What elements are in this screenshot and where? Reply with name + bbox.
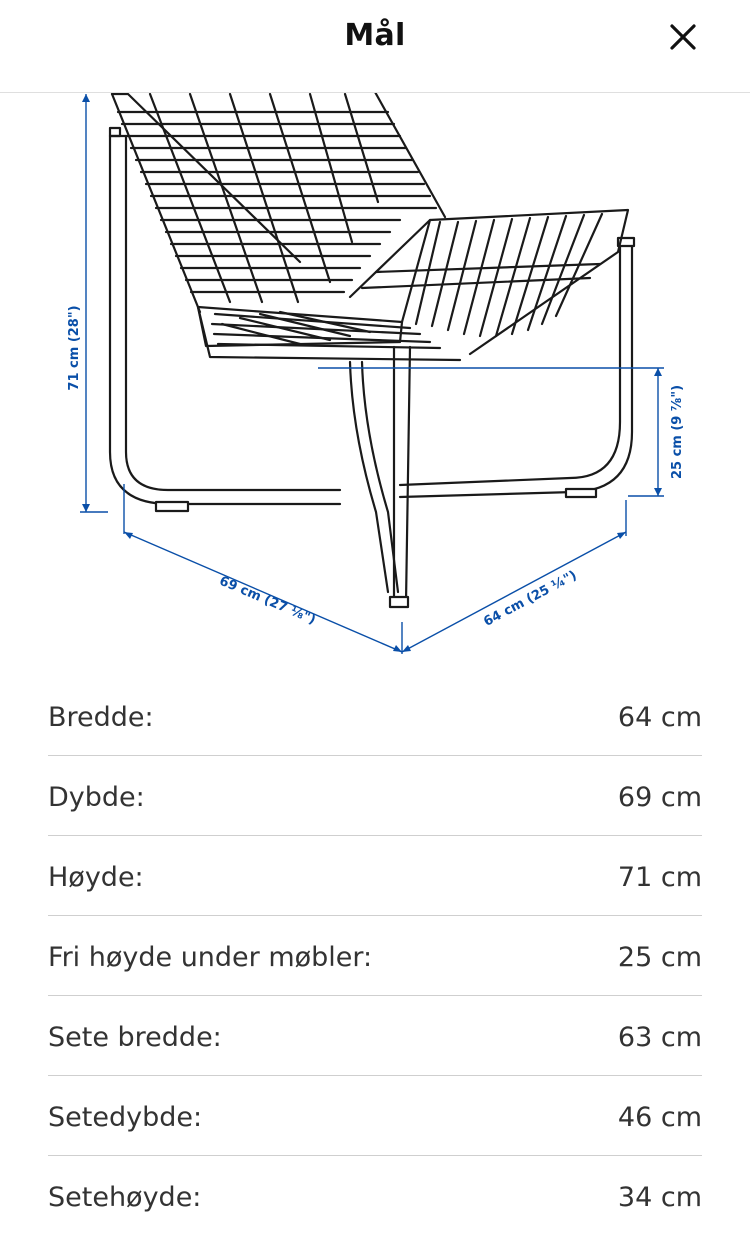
close-icon bbox=[668, 22, 698, 52]
spec-row-seat-height bbox=[48, 1156, 702, 1236]
spec-label: Bredde: bbox=[48, 702, 154, 733]
spec-row-width bbox=[48, 676, 702, 756]
spec-row-seat-depth bbox=[48, 1076, 702, 1156]
chair-drawing bbox=[110, 92, 634, 607]
spec-row-height bbox=[48, 836, 702, 916]
spec-row-depth bbox=[48, 756, 702, 836]
height-dimension-label: 71 cm (28") bbox=[67, 305, 82, 391]
spec-label: Setehøyde: bbox=[48, 1182, 202, 1213]
spec-label: Høyde: bbox=[48, 862, 144, 893]
spec-label: Fri høyde under møbler: bbox=[48, 942, 373, 973]
spec-row-seat-width bbox=[48, 996, 702, 1076]
clearance-dimension-label: 25 cm (9 ⅞") bbox=[670, 384, 685, 480]
spec-label: Sete bredde: bbox=[48, 1022, 222, 1053]
spec-label: Setedybde: bbox=[48, 1102, 203, 1133]
spec-value: 63 cm bbox=[617, 1022, 702, 1053]
spec-value: 25 cm bbox=[617, 942, 702, 973]
chair-dimension-diagram bbox=[0, 92, 750, 662]
spec-value: 69 cm bbox=[617, 782, 702, 813]
close-button[interactable] bbox=[668, 22, 698, 52]
depth-dimension-label: 69 cm (27 ⅛") bbox=[216, 573, 318, 628]
page-title: Mål bbox=[344, 18, 406, 53]
modal-header bbox=[0, 0, 750, 93]
spec-value: 34 cm bbox=[617, 1182, 702, 1213]
spec-value: 71 cm bbox=[617, 862, 702, 893]
spec-value: 64 cm bbox=[617, 702, 702, 733]
dimension-spec-list bbox=[48, 676, 702, 1236]
spec-value: 46 cm bbox=[617, 1102, 702, 1133]
spec-label: Dybde: bbox=[48, 782, 145, 813]
dimension-lines bbox=[80, 94, 664, 654]
width-dimension-label: 64 cm (25 ¼") bbox=[481, 568, 580, 630]
spec-row-clearance bbox=[48, 916, 702, 996]
